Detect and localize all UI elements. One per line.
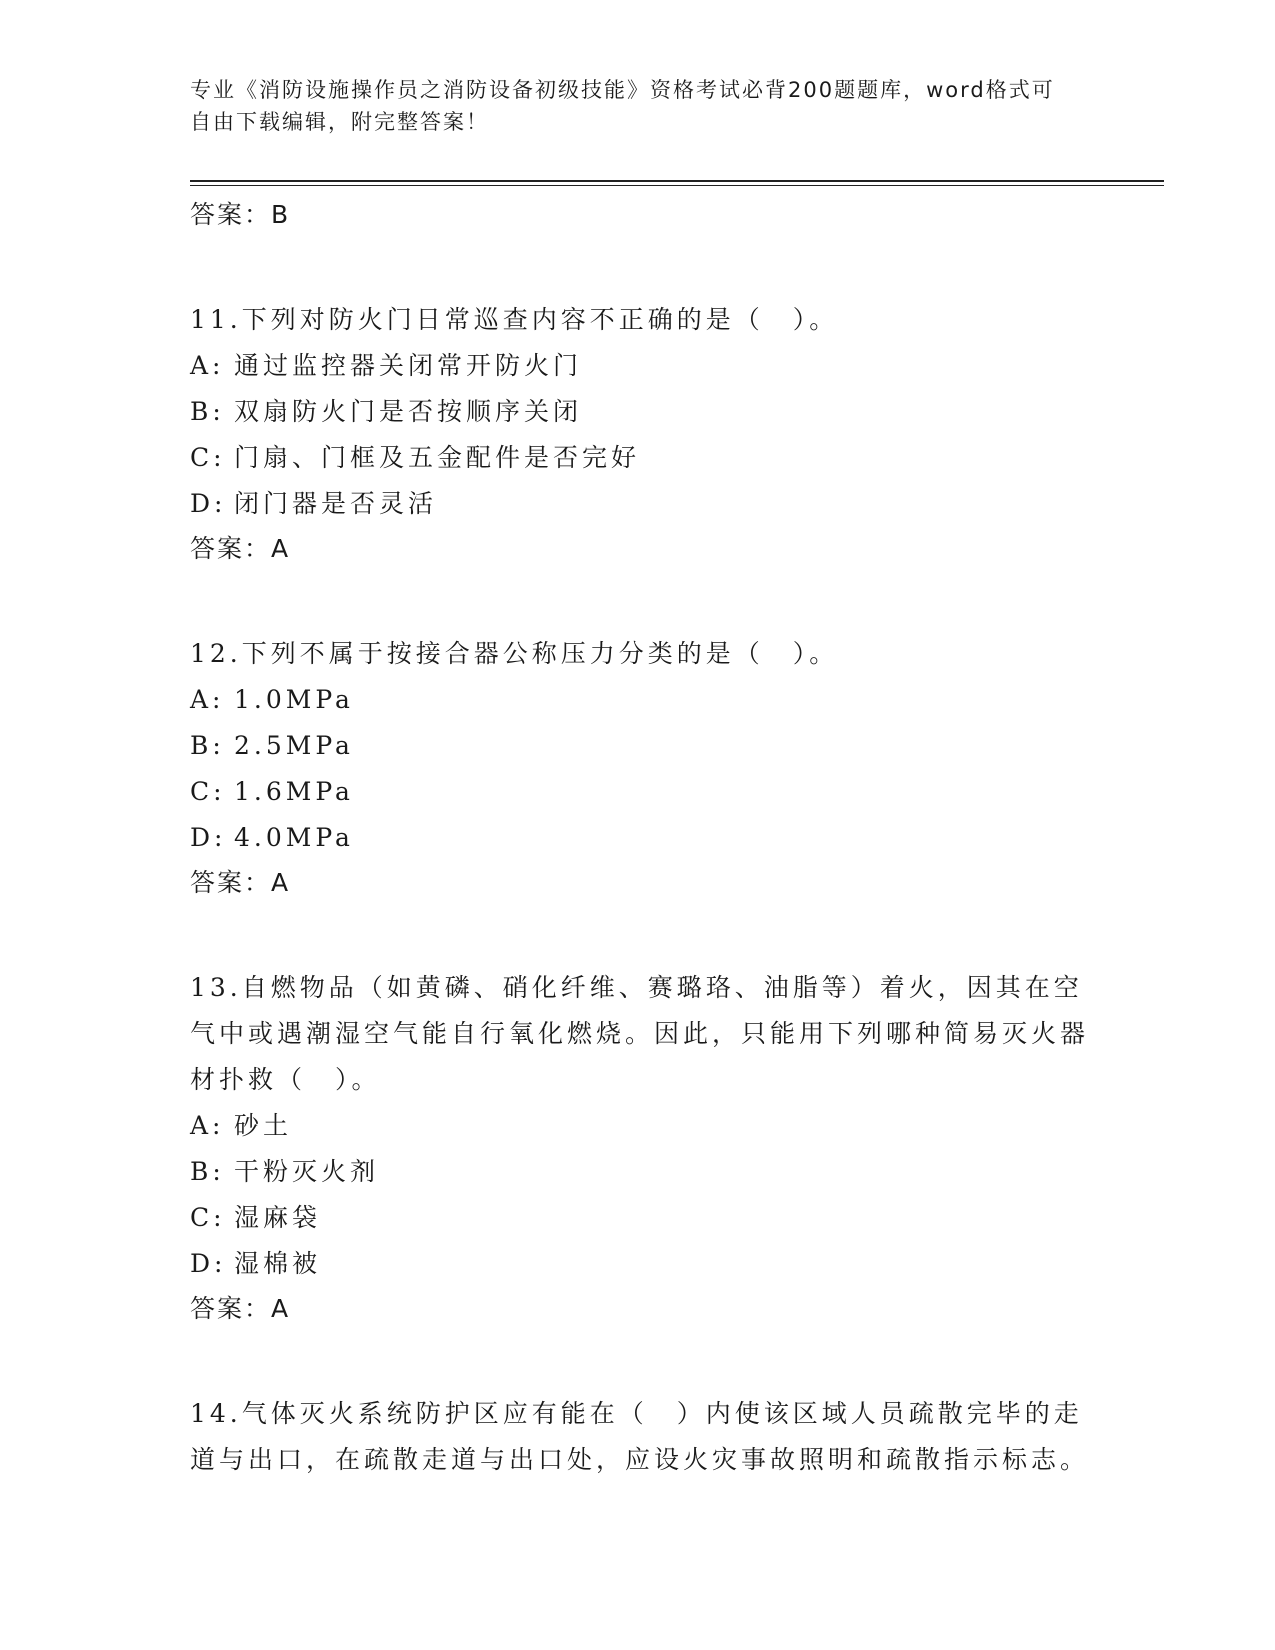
option-text: 1.0MPa <box>234 685 354 714</box>
option-letter: D: <box>190 489 227 518</box>
question-12 <box>190 631 1090 905</box>
question-14 <box>190 1391 1090 1483</box>
question-text: 14.气体灭火系统防护区应有能在（ ）内使该区域人员疏散完毕的走道与出口，在疏散走道与出口处，应设火灾事故照明和疏散指示标志。 <box>190 1399 1090 1474</box>
option-letter: B: <box>190 731 225 760</box>
option-letter: A: <box>190 1111 225 1140</box>
question-11 <box>190 297 1090 571</box>
option-text: 门扇、门框及五金配件是否完好 <box>234 443 641 472</box>
option-letter: C: <box>190 1203 226 1232</box>
option-text: 砂土 <box>234 1111 293 1140</box>
question-text: 12.下列不属于按接合器公称压力分类的是（ ）。 <box>190 639 839 668</box>
option-text: 通过监控器关闭常开防火门 <box>234 351 583 380</box>
option-a <box>190 1103 1090 1149</box>
header-divider-thin <box>190 185 1164 186</box>
option-text: 湿麻袋 <box>234 1203 322 1232</box>
answer-label: 答案：A <box>190 1294 291 1323</box>
option-text: 干粉灭火剂 <box>234 1157 380 1186</box>
option-text: 2.5MPa <box>234 731 354 760</box>
option-b <box>190 723 1090 769</box>
option-letter: A: <box>190 685 225 714</box>
answer-label: 答案：A <box>190 534 291 563</box>
option-letter: D: <box>190 823 227 852</box>
option-text: 湿棉被 <box>234 1249 322 1278</box>
option-c <box>190 769 1090 815</box>
option-text: 1.6MPa <box>234 777 354 806</box>
option-d <box>190 815 1090 861</box>
option-b <box>190 1149 1090 1195</box>
option-text: 双扇防火门是否按顺序关闭 <box>234 397 583 426</box>
question-13 <box>190 965 1090 1331</box>
option-letter: A: <box>190 351 225 380</box>
option-d <box>190 481 1090 527</box>
option-letter: B: <box>190 1157 225 1186</box>
header-divider-thick <box>190 180 1164 182</box>
question-list <box>190 193 1090 1483</box>
document-header: 专业《消防设施操作员之消防设备初级技能》资格考试必背200题题库，word格式可自由下载编辑，附完整答案！ <box>190 78 1055 134</box>
option-d <box>190 1241 1090 1287</box>
option-text: 4.0MPa <box>234 823 354 852</box>
question-text: 11.下列对防火门日常巡查内容不正确的是（ ）。 <box>190 305 839 334</box>
option-letter: B: <box>190 397 225 426</box>
option-text: 闭门器是否灵活 <box>234 489 438 518</box>
option-letter: C: <box>190 443 226 472</box>
option-b <box>190 389 1090 435</box>
option-letter: D: <box>190 1249 227 1278</box>
option-a <box>190 343 1090 389</box>
answer-label: 答案：B <box>190 200 291 229</box>
question-text: 13.自燃物品（如黄磷、硝化纤维、赛璐珞、油脂等）着火，因其在空气中或遇潮湿空气能自行氧化燃烧。因此，只能用下列哪种简易灭火器材扑救（ ）。 <box>190 973 1090 1094</box>
option-a <box>190 677 1090 723</box>
option-letter: C: <box>190 777 226 806</box>
option-c <box>190 435 1090 481</box>
option-c <box>190 1195 1090 1241</box>
answer-label: 答案：A <box>190 868 291 897</box>
